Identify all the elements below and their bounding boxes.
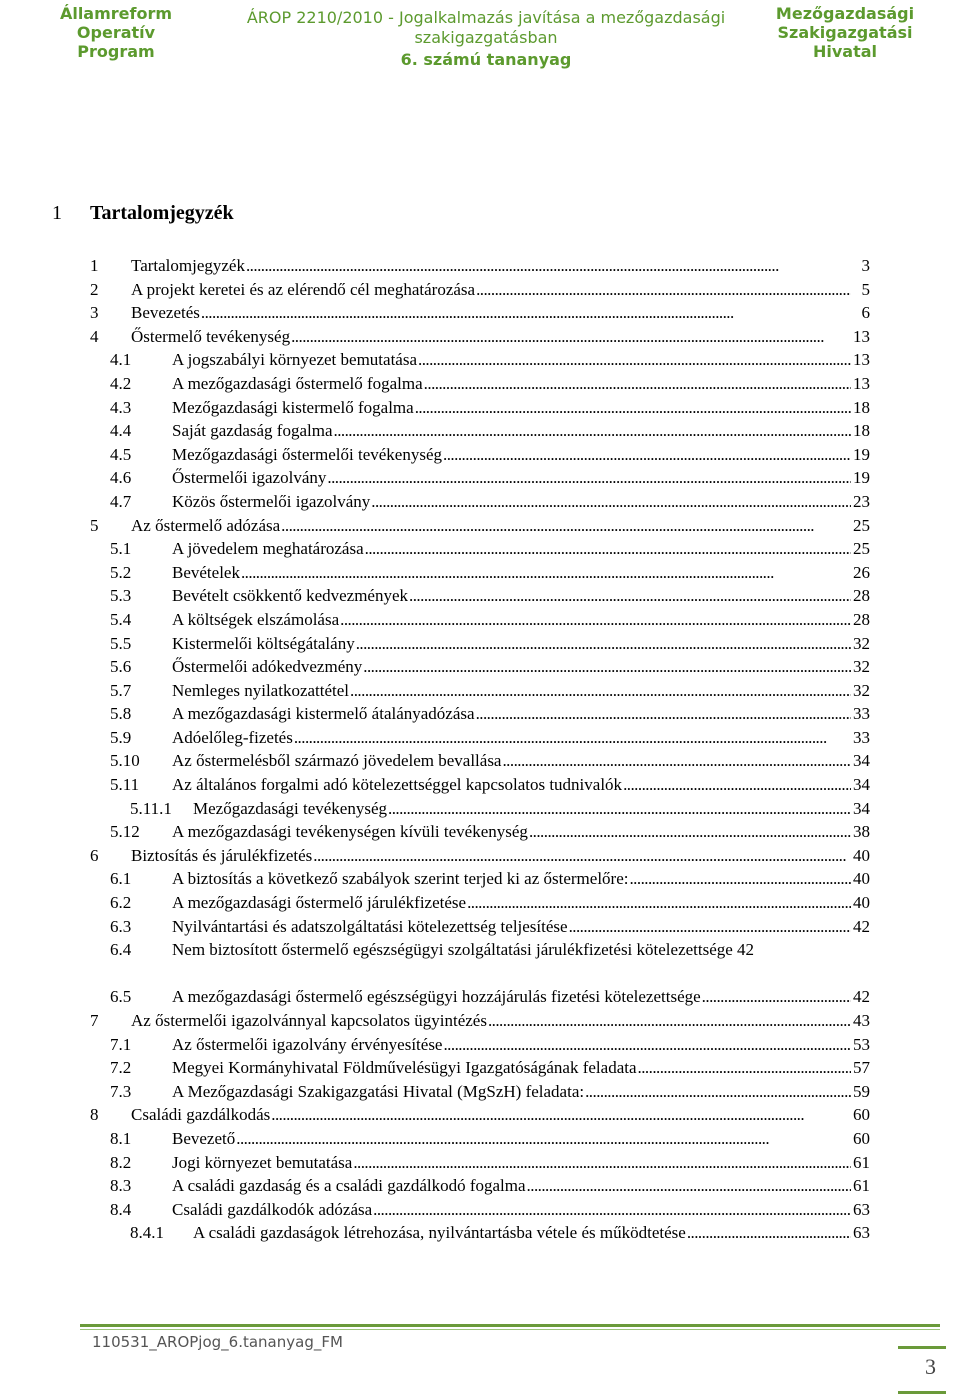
toc-entry-title: Családi gazdálkodók adózása [172, 1199, 373, 1219]
toc-entry-title: Őstermelő tevékenység [131, 326, 291, 346]
toc-entry-leader-dots [443, 443, 851, 467]
toc-entry[interactable] [90, 1221, 870, 1245]
toc-entry-page: 34 [853, 798, 870, 818]
toc-entry[interactable] [90, 985, 870, 1009]
toc-entry[interactable] [90, 584, 870, 608]
toc-entry-page: 32 [853, 680, 870, 700]
page-header [0, 4, 960, 84]
toc-entry-title: Az őstermelésből származó jövedelem bevallása [172, 751, 502, 771]
toc-entry-page: 19 [853, 444, 870, 464]
toc-entry-leader-dots [281, 514, 851, 538]
toc-entry-title: A költségek elszámolása [172, 609, 340, 629]
toc-entry-number: 4 [90, 326, 99, 346]
toc-entry-leader-dots [623, 773, 851, 797]
toc-entry-leader-dots [629, 867, 851, 891]
toc-entry[interactable] [90, 938, 870, 985]
toc-entry[interactable] [90, 891, 870, 915]
toc-entry[interactable] [90, 372, 870, 396]
toc-entry-title: A mezőgazdasági kistermelő átalányadózása [172, 704, 475, 724]
toc-entry[interactable] [90, 561, 870, 585]
toc-entry-page: 13 [853, 350, 870, 370]
toc-entry-title: Az őstermelő adózása [131, 515, 281, 535]
toc-entry-title: Nemleges nyilatkozattétel [172, 680, 350, 700]
toc-entry[interactable] [90, 514, 870, 538]
toc-entry[interactable] [90, 915, 870, 939]
toc-entry-number: 5 [90, 515, 99, 535]
toc-entry[interactable] [90, 443, 870, 467]
toc-entry-number: 4.5 [110, 444, 132, 464]
footer-rule [80, 1324, 940, 1327]
header-right-line: Mezőgazdasági [775, 4, 915, 23]
toc-entry-title: Tartalomjegyzék [131, 256, 245, 275]
toc-entry-title: Bevezető [172, 1128, 236, 1148]
toc-entry-leader-dots [467, 891, 851, 915]
toc-entry-number: 6.1 [110, 869, 132, 889]
toc-entry-page: 13 [853, 373, 870, 393]
toc-entry-number: 8.4 [110, 1199, 132, 1219]
toc-entry-number: 6.4 [110, 940, 132, 960]
toc-entry-title: Mezőgazdasági tevékenység [193, 798, 387, 818]
toc-entry[interactable] [90, 867, 870, 891]
toc-entry-title: A mezőgazdasági őstermelő egészségügyi hozzájárulás fizetési kötelezettsége [172, 987, 701, 1007]
toc-entry-title: Mezőgazdasági kistermelő fogalma [172, 397, 414, 417]
toc-entry-leader-dots [353, 1151, 851, 1175]
footer-rule-thin [80, 1329, 940, 1330]
toc-entry[interactable] [90, 1103, 870, 1127]
header-project-title: ÁROP 2210/2010 - Jogalkalmazás javítása a mezőgazdasági [246, 8, 726, 27]
toc-entry-title: A mezőgazdasági őstermelő fogalma [172, 373, 423, 393]
toc-entry-page: 40 [853, 869, 870, 889]
toc-entry[interactable] [90, 702, 870, 726]
toc-entry-number: 4.1 [110, 350, 132, 370]
header-middle-project [238, 4, 734, 73]
toc-entry-title: A jövedelem meghatározása [172, 539, 364, 559]
toc-entry-number: 7.3 [110, 1081, 132, 1101]
toc-entry-title: A mezőgazdasági tevékenységen kívüli tevékenység [172, 822, 528, 842]
toc-entry-leader-dots [363, 655, 851, 679]
page-number-box [898, 1346, 946, 1394]
toc-entry[interactable] [90, 679, 870, 703]
toc-entry-page: 34 [853, 775, 870, 795]
toc-entry-page: 33 [853, 727, 870, 747]
toc-entry[interactable] [90, 278, 870, 302]
toc-entry-leader-dots [702, 985, 851, 1009]
toc-entry-page: 43 [853, 1011, 870, 1030]
toc-entry-page: 63 [853, 1223, 870, 1243]
toc-entry-number: 5.3 [110, 586, 132, 606]
toc-entry-page: 60 [853, 1105, 870, 1125]
toc-entry-page: 61 [853, 1176, 870, 1196]
toc-entry-leader-dots [443, 1033, 851, 1057]
toc-entry-number: 5.6 [110, 657, 132, 677]
toc-entry-page: 53 [853, 1034, 870, 1054]
toc-entry-page: 25 [853, 515, 870, 535]
toc-entry-title: A projekt keretei és az elérendő cél meghatározása [131, 279, 476, 299]
toc-entry-leader-dots [585, 1080, 851, 1104]
toc-entry-title: Biztosítás és járulékfizetés [131, 845, 313, 865]
footer-document-id: 110531_AROPjog_6.tananyag_FM [92, 1333, 343, 1351]
toc-entry-leader-dots [340, 608, 851, 632]
toc-entry-title: Családi gazdálkodás [131, 1105, 271, 1125]
toc-entry-number: 6.3 [110, 916, 132, 936]
toc-entry-leader-dots [418, 348, 851, 372]
toc-entry[interactable] [90, 797, 870, 821]
toc-entry-title: Megyei Kormányhivatal Földművelésügyi Igazgatóságának feladata [172, 1058, 637, 1078]
toc-entry-page: 28 [853, 586, 870, 606]
toc-entry-page: 13 [853, 326, 870, 346]
toc-entry-leader-dots [350, 679, 851, 703]
header-right-line: Szakigazgatási [777, 23, 913, 42]
toc-entry-page: 61 [853, 1152, 870, 1172]
toc-entry-number: 5.9 [110, 727, 132, 747]
toc-entry[interactable] [90, 419, 870, 443]
toc-entry-leader-dots [687, 1221, 851, 1245]
header-right-office [762, 4, 928, 61]
toc-entry-leader-dots [476, 278, 851, 302]
toc-entry-number: 4.2 [110, 373, 132, 393]
toc-entry-leader-dots [241, 561, 851, 585]
toc-entry[interactable] [90, 749, 870, 773]
toc-entry-title: Őstermelői igazolvány [172, 468, 327, 488]
toc-entry-number: 7.2 [110, 1058, 132, 1078]
toc-entry[interactable] [90, 1080, 870, 1104]
toc-entry-leader-dots [476, 702, 851, 726]
toc-entry-title: A biztosítás a következő szabályok szerint terjed ki az őstermelőre: [172, 869, 629, 889]
table-of-contents [90, 254, 870, 1245]
toc-entry[interactable] [90, 301, 870, 325]
toc-entry-page: 38 [853, 822, 870, 842]
toc-entry[interactable] [90, 466, 870, 490]
toc-entry-title: A Mezőgazdasági Szakigazgatási Hivatal (MgSzH) feladata: [172, 1081, 585, 1101]
toc-entry-number: 5.11.1 [130, 798, 172, 818]
toc-entry[interactable] [90, 820, 870, 844]
toc-entry-leader-dots [569, 915, 851, 939]
toc-entry-leader-dots [371, 490, 851, 514]
toc-entry[interactable] [90, 1174, 870, 1198]
toc-entry-page: 18 [853, 397, 870, 417]
toc-entry-page: 28 [853, 609, 870, 629]
toc-entry-number: 4.7 [110, 491, 132, 511]
toc-entry-number: 5.12 [110, 822, 140, 842]
toc-entry-number: 4.3 [110, 397, 132, 417]
toc-entry-number: 6.2 [110, 893, 132, 913]
toc-entry-page: 25 [853, 539, 870, 559]
toc-entry-leader-dots [415, 396, 851, 420]
toc-entry-title: Saját gazdaság fogalma [172, 421, 333, 441]
toc-entry-leader-dots [291, 325, 851, 349]
toc-entry-leader-dots [488, 1009, 851, 1033]
section-title: Tartalomjegyzék [90, 202, 234, 224]
toc-entry-leader-dots [334, 419, 852, 443]
toc-entry-number: 5.2 [110, 562, 132, 582]
toc-entry-number: 5.8 [110, 704, 132, 724]
toc-entry-number: 1 [90, 256, 99, 275]
toc-entry[interactable] [90, 1009, 870, 1033]
toc-entry[interactable] [90, 655, 870, 679]
toc-entry-title: A jogszabályi környezet bemutatása [172, 350, 417, 370]
toc-entry-title: Nem biztosított őstermelő egészségügyi szolgáltatási járulékfizetési kötelezettsége 42 [172, 940, 755, 960]
page-number: 3 [925, 1354, 936, 1379]
section-heading [52, 202, 234, 225]
header-left-line: Államreform [59, 4, 173, 23]
toc-entry[interactable] [90, 1033, 870, 1057]
toc-entry[interactable] [90, 726, 870, 750]
toc-entry-leader-dots [201, 301, 851, 325]
toc-entry[interactable] [90, 490, 870, 514]
toc-entry-leader-dots [388, 797, 851, 821]
toc-entry-number: 4.4 [110, 421, 132, 441]
toc-entry-page: 34 [853, 751, 870, 771]
toc-entry-title: Közös őstermelői igazolvány [172, 491, 371, 511]
toc-entry-title: Az őstermelői igazolvány érvényesítése [172, 1034, 443, 1054]
toc-entry-title: Bevételt csökkentő kedvezmények [172, 586, 409, 606]
toc-entry-title: Kistermelői költségátalány [172, 633, 355, 653]
header-right-line: Hivatal [812, 42, 878, 61]
toc-entry-page: 32 [853, 633, 870, 653]
toc-entry-leader-dots [424, 372, 851, 396]
toc-entry-number: 5.4 [110, 609, 132, 629]
toc-entry-title: Őstermelői adókedvezmény [172, 657, 363, 677]
toc-entry-number: 6.5 [110, 987, 132, 1007]
toc-entry-leader-dots [271, 1103, 851, 1127]
toc-entry-number: 7.1 [110, 1034, 132, 1054]
header-left-program [36, 4, 196, 61]
toc-entry[interactable] [90, 1056, 870, 1080]
toc-entry[interactable] [90, 537, 870, 561]
toc-entry-number: 3 [90, 303, 99, 323]
toc-entry-number: 5.7 [110, 680, 132, 700]
toc-entry-page: 33 [853, 704, 870, 724]
toc-entry[interactable] [90, 1151, 870, 1175]
toc-entry-leader-dots [327, 466, 851, 490]
toc-entry-leader-dots [409, 584, 851, 608]
page-number-top-bar [898, 1346, 946, 1349]
toc-entry-page: 3 [861, 256, 870, 275]
toc-entry-page: 6 [861, 303, 870, 323]
toc-entry-number: 4.6 [110, 468, 132, 488]
toc-entry-title: Bevezetés [131, 303, 200, 323]
toc-entry[interactable] [90, 348, 870, 372]
toc-entry-number: 8.4.1 [130, 1223, 164, 1243]
toc-entry-number: 8.2 [110, 1152, 132, 1172]
section-number: 1 [52, 202, 62, 224]
toc-entry-title: A családi gazdaság és a családi gazdálkodó fogalma [172, 1176, 526, 1196]
toc-entry-number: 8 [90, 1105, 99, 1125]
toc-entry[interactable] [90, 1198, 870, 1222]
toc-entry-page: 40 [853, 893, 870, 913]
toc-entry-leader-dots [356, 632, 851, 656]
toc-entry-page: 60 [853, 1128, 870, 1148]
toc-entry-title: A mezőgazdasági őstermelő járulékfizetése [172, 893, 467, 913]
toc-entry-page: 23 [853, 491, 870, 511]
toc-entry-number: 6 [90, 845, 99, 865]
toc-entry-number: 2 [90, 279, 99, 299]
toc-entry-number: 5.5 [110, 633, 132, 653]
toc-entry-title: Az őstermelői igazolvánnyal kapcsolatos ügyintézés [131, 1011, 487, 1030]
toc-entry-page: 57 [853, 1058, 870, 1078]
toc-entry-leader-dots [236, 1127, 851, 1151]
toc-entry[interactable] [90, 396, 870, 420]
toc-entry-title: Jogi környezet bemutatása [172, 1152, 353, 1172]
toc-entry-leader-dots [502, 749, 851, 773]
toc-entry-number: 7 [90, 1011, 99, 1030]
toc-entry-page: 26 [853, 562, 870, 582]
toc-entry-leader-dots [365, 537, 851, 561]
header-left-line: Program [77, 42, 155, 61]
toc-entry-title: Bevételek [172, 562, 240, 582]
toc-entry[interactable] [90, 632, 870, 656]
toc-entry-leader-dots [294, 726, 851, 750]
toc-entry-page: 59 [853, 1081, 870, 1101]
toc-entry-number: 5.11 [110, 775, 140, 795]
toc-entry-number: 5.10 [110, 751, 140, 771]
toc-entry[interactable] [90, 1127, 870, 1151]
toc-entry[interactable] [90, 325, 870, 349]
header-left-line: Operatív [76, 23, 156, 42]
toc-entry-leader-dots [246, 254, 851, 278]
toc-entry-number: 5.1 [110, 539, 132, 559]
toc-entry-page: 5 [861, 279, 870, 299]
header-project-title-cont: szakigazgatásban [414, 28, 558, 47]
toc-entry-page: 18 [853, 421, 870, 441]
toc-entry[interactable] [90, 844, 870, 868]
toc-entry[interactable] [90, 608, 870, 632]
toc-entry[interactable] [90, 773, 870, 797]
toc-entry-page: 42 [853, 916, 870, 936]
toc-entry-title: Az általános forgalmi adó kötelezettséggel kapcsolatos tudnivalók [172, 775, 623, 795]
toc-entry-title: Adóelőleg-fizetés [172, 727, 293, 747]
toc-entry-number: 8.1 [110, 1128, 132, 1148]
toc-entry[interactable] [90, 254, 870, 278]
toc-entry-title: Nyilvántartási és adatszolgáltatási kötelezettség teljesítése [172, 916, 568, 936]
toc-entry-leader-dots [638, 1056, 851, 1080]
toc-entry-title: A családi gazdaságok létrehozása, nyilvántartásba vétele és működtetése [193, 1223, 686, 1243]
toc-entry-page: 42 [853, 987, 870, 1007]
toc-entry-leader-dots [373, 1198, 851, 1222]
toc-entry-leader-dots [313, 844, 851, 868]
page-number-bottom-bar [898, 1391, 946, 1394]
toc-entry-page: 40 [853, 845, 870, 865]
toc-entry-number: 8.3 [110, 1176, 132, 1196]
header-lesson-number: 6. számú tananyag [400, 50, 572, 69]
toc-entry-page: 63 [853, 1199, 870, 1219]
toc-entry-title: Mezőgazdasági őstermelői tevékenység [172, 444, 443, 464]
toc-entry-leader-dots [529, 820, 851, 844]
toc-entry-page: 32 [853, 657, 870, 677]
toc-entry-leader-dots [527, 1174, 851, 1198]
toc-entry-page: 19 [853, 468, 870, 488]
